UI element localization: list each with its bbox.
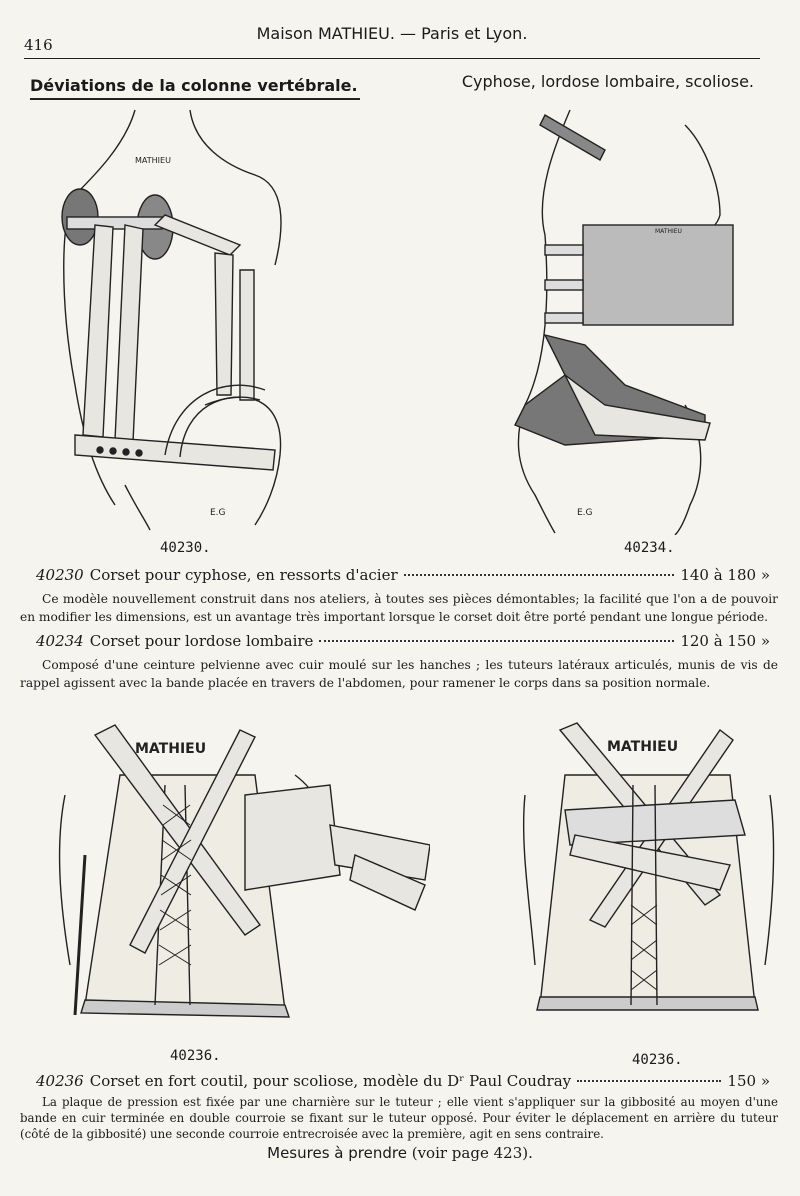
product-40236-code: 40236: [36, 1072, 84, 1090]
product-40230-code: 40230: [36, 566, 84, 584]
footer-text: Mesures à prendre: [267, 1144, 407, 1162]
header-rule: [24, 58, 760, 59]
section-title: Déviations de la colonne vertébrale.: [30, 76, 358, 95]
product-40230-price: 140 à 180 »: [680, 566, 770, 584]
figure-40236-back: [515, 705, 780, 1045]
section-underline: [30, 98, 360, 100]
figure-40234-brand: MATHIEU: [655, 228, 682, 235]
figure-40236-front-label: 40236.: [170, 1048, 221, 1064]
dot-leader: [577, 1080, 721, 1082]
figure-40236-front-illustration: [45, 705, 430, 1045]
product-40234-code: 40234: [36, 632, 84, 650]
dot-leader: [319, 640, 674, 642]
figure-40236-back-label: 40236.: [632, 1052, 683, 1068]
figure-40236-front: [45, 705, 430, 1045]
figure-40230-illustration: [55, 105, 315, 535]
figure-40236-back-brand: MATHIEU: [607, 739, 679, 755]
figure-40234-signature: E.G: [577, 508, 593, 518]
product-40230-description: Ce modèle nouvellement construit dans nos ateliers, à toutes ses pièces démontables; la facilité que l'on a de pouvoir en modifier les dimensions, est un avantage très important lorsque le corset doit être porté pendant une longue période.: [20, 592, 778, 624]
figure-40230: [55, 105, 315, 535]
figure-40230-label: 40230.: [160, 540, 211, 556]
product-40234-name: Corset pour lordose lombaire: [89, 632, 314, 650]
footer-page-reference[interactable]: (voir page 423).: [411, 1144, 533, 1162]
product-40236-description: La plaque de pression est fixée par une charnière sur le tuteur ; elle vient s'appliquer sur la gibbosité au moyen d'une bande en cuir terminée en double courroie se fixant sur le tuteur opposé. Pour éviter le déplacement en arrière du tuteur (côté de la gibbosité) une seconde courroie entrecroisée avec la première, agit en sens contraire.: [20, 1095, 778, 1141]
figure-40230-signature: E.G: [210, 508, 226, 518]
figure-40234-label: 40234.: [624, 540, 675, 556]
product-40230-line: [36, 566, 770, 584]
product-40234-price: 120 à 150 »: [680, 632, 770, 650]
product-40234-line: [36, 632, 770, 650]
product-40236-line: [36, 1072, 770, 1090]
header-title: Maison MATHIEU. — Paris et Lyon.: [256, 24, 528, 43]
figure-40236-back-illustration: [515, 705, 780, 1045]
product-40236-price: 150 »: [727, 1072, 770, 1090]
figure-40230-brand: MATHIEU: [135, 156, 171, 165]
figure-40234: [505, 105, 745, 535]
product-40236-name: Corset en fort coutil, pour scoliose, modèle du Dʳ Paul Coudray: [89, 1072, 572, 1090]
figure-40234-illustration: [505, 105, 745, 535]
page-header: [24, 22, 760, 52]
section-subtitle: Cyphose, lordose lombaire, scoliose.: [461, 72, 754, 91]
page-number: 416: [24, 36, 53, 54]
product-40230-name: Corset pour cyphose, en ressorts d'acier: [89, 566, 398, 584]
page-footer: [0, 1144, 800, 1162]
figure-40236-front-brand: MATHIEU: [135, 741, 207, 757]
product-40234-description: Composé d'une ceinture pelvienne avec cuir moulé sur les hanches ; les tuteurs latéraux articulés, munis de vis de rappel agissent avec la bande placée en travers de l'abdomen, pour ramener le corps dans sa position normale.: [20, 658, 778, 690]
dot-leader: [404, 574, 675, 576]
